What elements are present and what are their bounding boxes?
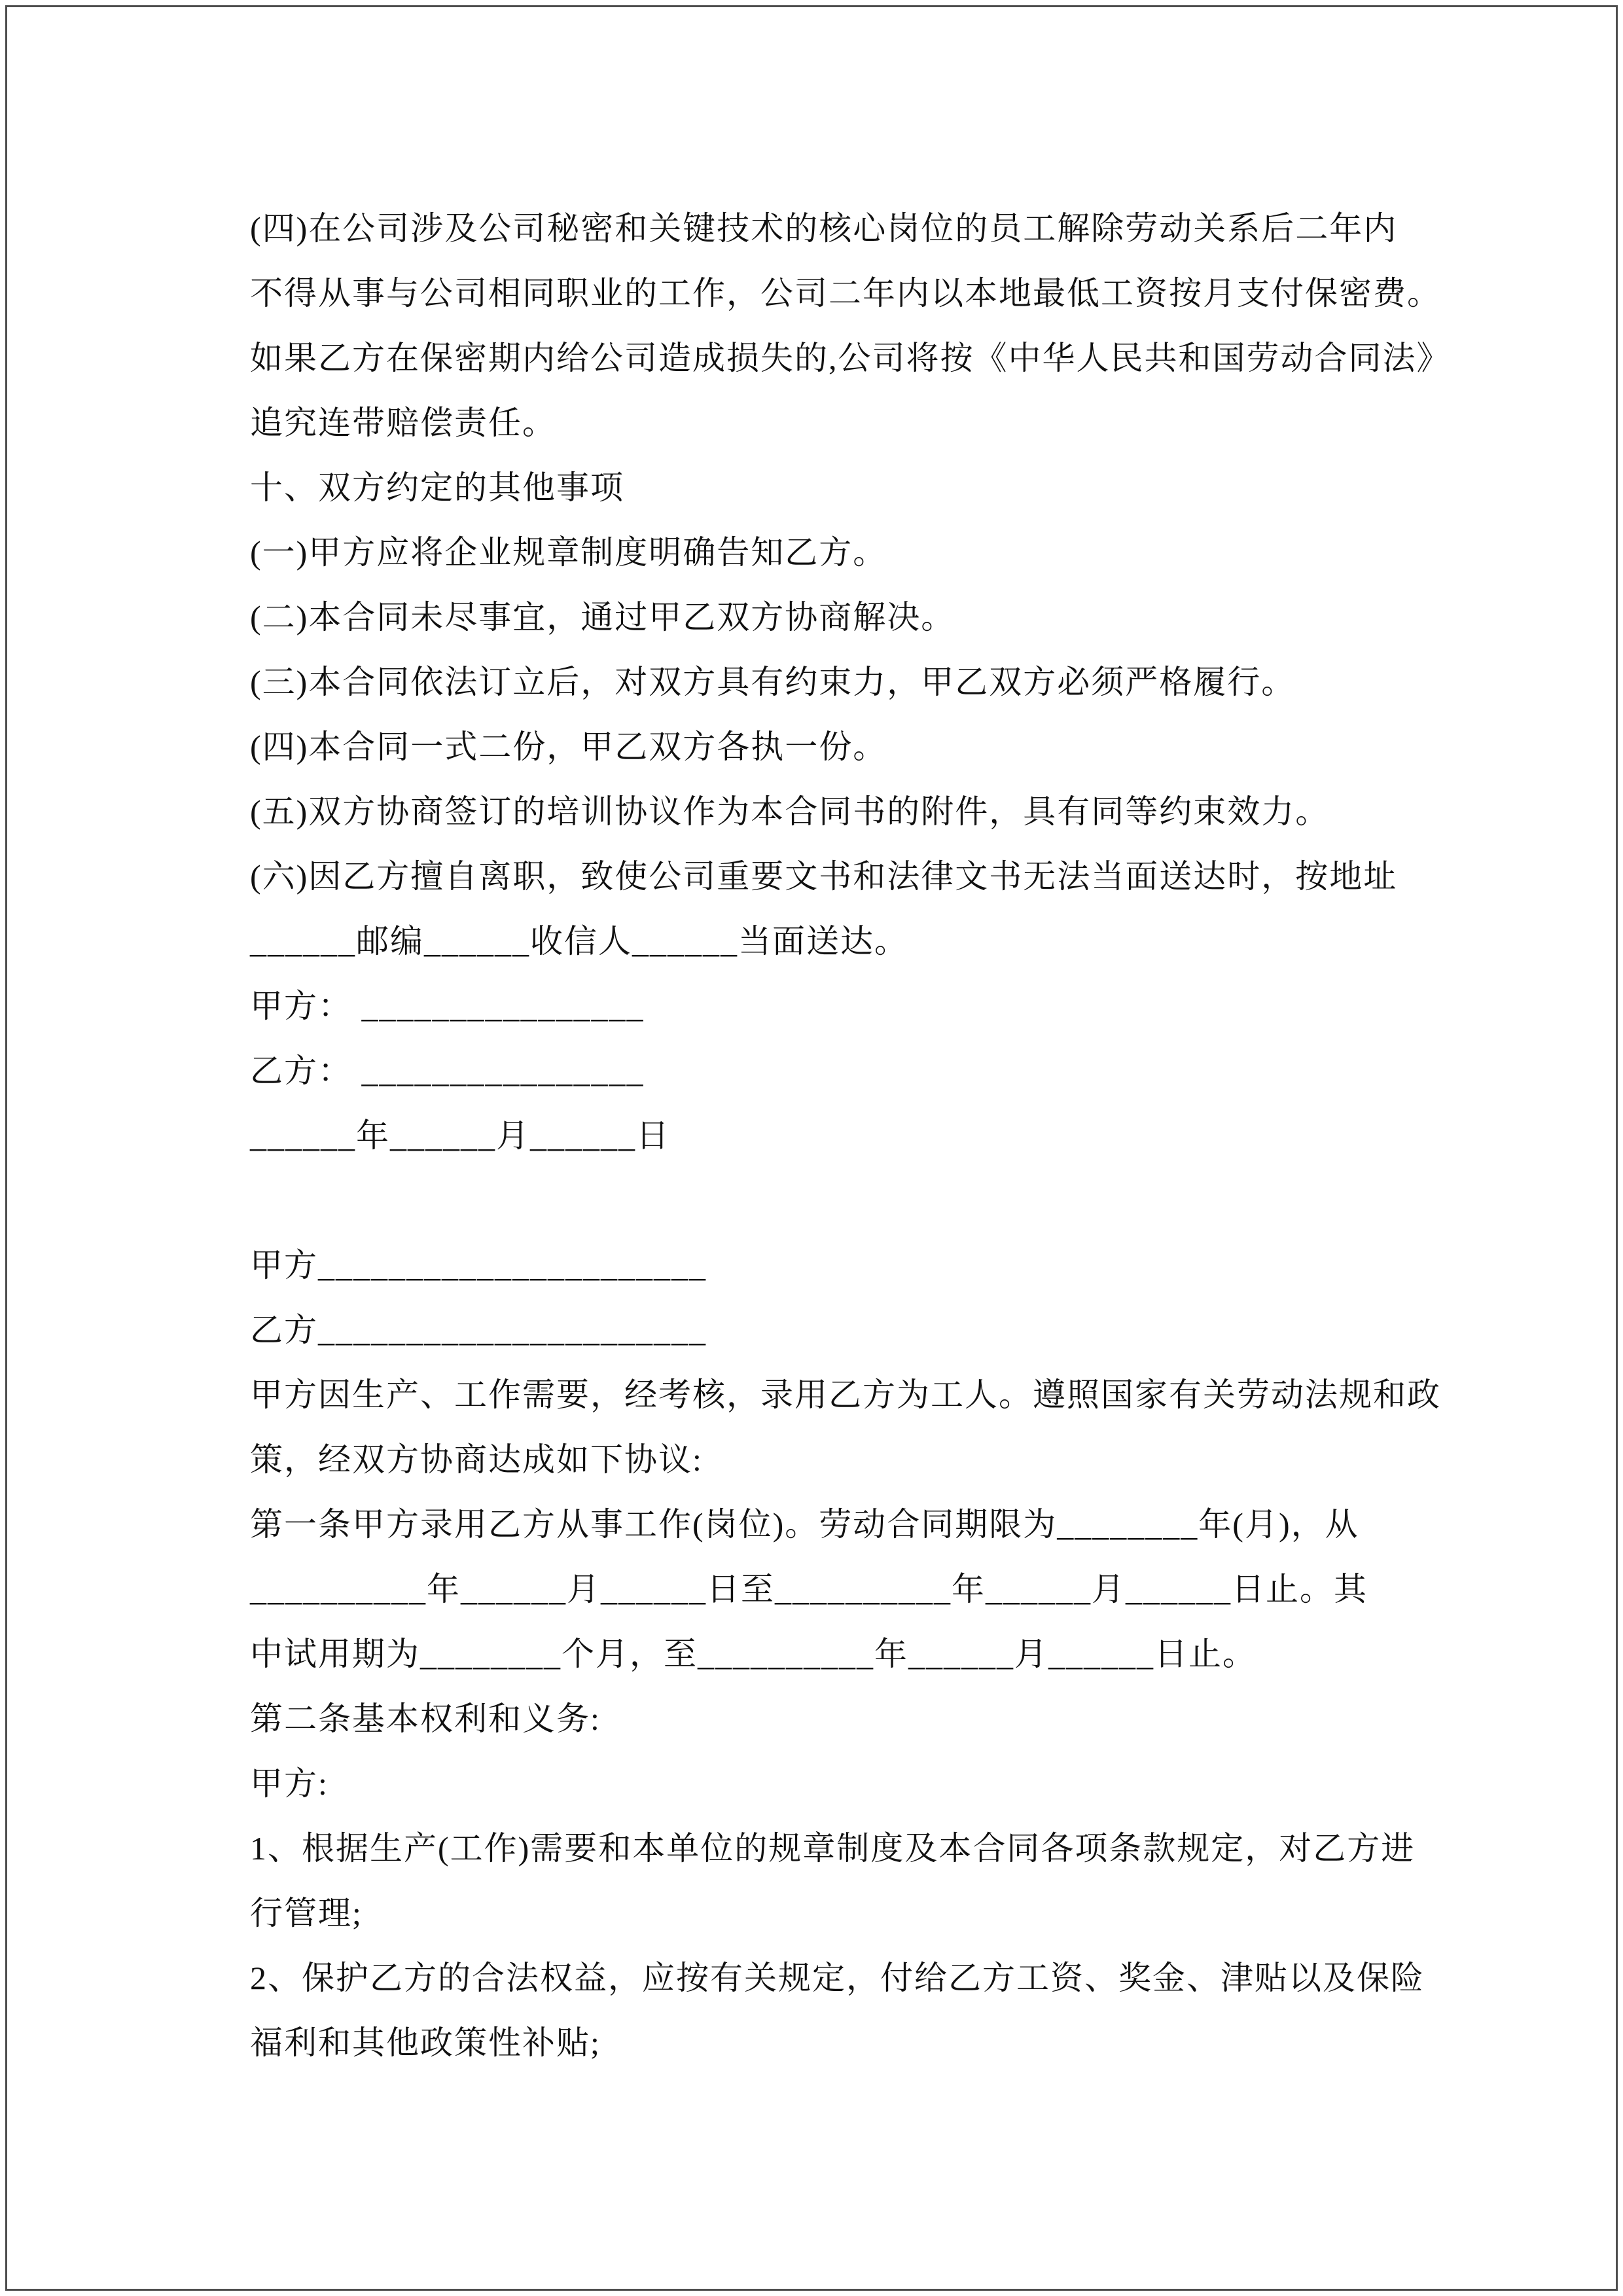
text-line: (二)本合同未尽事宜，通过甲乙双方协商解决。 xyxy=(250,599,955,636)
text-line: 甲方: xyxy=(250,1765,329,1802)
clause-two-heading: 第二条基本权利和义务: xyxy=(250,1700,601,1737)
text-line: 策，经双方协商达成如下协议: xyxy=(250,1441,703,1478)
document-body xyxy=(250,196,1451,2075)
party-a-signature-line: 甲方______________________ xyxy=(250,1247,707,1283)
text-line: (一)甲方应将企业规章制度明确告知乙方。 xyxy=(250,534,887,571)
fill-in-blank-line: __________年______月______日至__________年______月______日止。其 xyxy=(250,1571,1368,1607)
text-line: 福利和其他政策性补贴; xyxy=(250,2024,601,2061)
text-line: (四)在公司涉及公司秘密和关键技术的核心岗位的员工解除劳动关系后二年内 xyxy=(250,210,1398,247)
text-line: (五)双方协商签订的培训协议作为本合同书的附件，具有同等约束效力。 xyxy=(250,793,1330,830)
text-line: (六)因乙方擅自离职，致使公司重要文书和法律文书无法当面送达时，按地址 xyxy=(250,858,1398,895)
party-b-signature-line: 乙方______________________ xyxy=(250,1312,707,1348)
text-line: 追究连带赔偿责任。 xyxy=(250,404,556,441)
text-line: 1、根据生产(工作)需要和本单位的规章制度及本合同各项条款规定，对乙方进 xyxy=(250,1830,1416,1867)
date-line: ______年______月______日 xyxy=(250,1117,670,1154)
text-line: 行管理; xyxy=(250,1895,363,1931)
blank-line xyxy=(250,1168,1428,1233)
fill-in-blank-line: 中试用期为________个月，至__________年______月______日止。 xyxy=(250,1636,1257,1672)
text-line: 不得从事与公司相同职业的工作，公司二年内以本地最低工资按月支付保密费。 xyxy=(250,275,1441,312)
text-line: (四)本合同一式二份，甲乙双方各执一份。 xyxy=(250,728,887,765)
fill-in-blank-line: ______邮编______收信人______当面送达。 xyxy=(250,923,908,960)
text-line: (三)本合同依法订立后，对双方具有约束力，甲乙双方必须严格履行。 xyxy=(250,664,1296,700)
text-line: 甲方因生产、工作需要，经考核，录用乙方为工人。遵照国家有关劳动法规和政 xyxy=(250,1376,1441,1413)
clause-one-line: 第一条甲方录用乙方从事工作(岗位)。劳动合同期限为________年(月)，从 xyxy=(250,1506,1359,1543)
section-heading: 十、双方约定的其他事项 xyxy=(250,469,624,506)
text-line: 2、保护乙方的合法权益，应按有关规定，付给乙方工资、奖金、津贴以及保险 xyxy=(250,1960,1425,1996)
party-b-signature-line: 乙方： ________________ xyxy=(250,1052,645,1089)
party-a-signature-line: 甲方： ________________ xyxy=(250,988,645,1024)
text-line: 如果乙方在保密期内给公司造成损失的,公司将按《中华人民共和国劳动合同法》 xyxy=(250,340,1451,376)
